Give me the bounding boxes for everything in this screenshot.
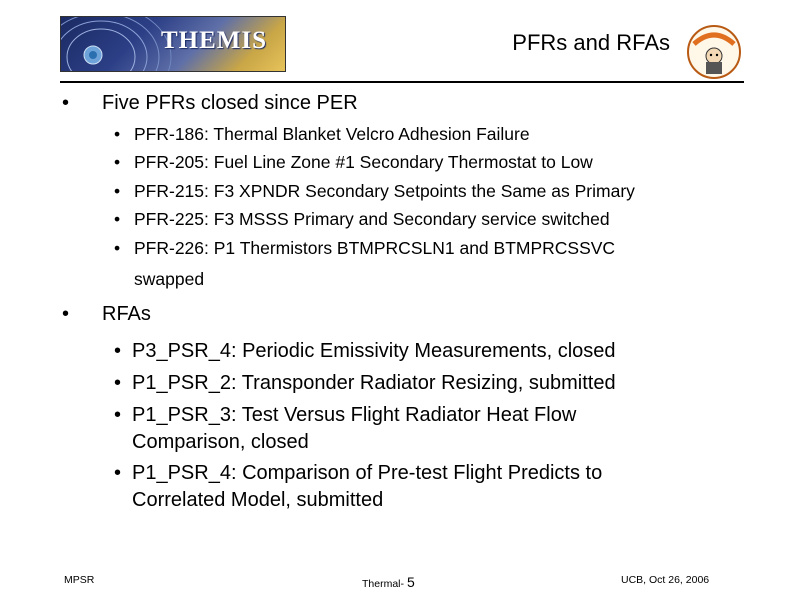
- page-title: PFRs and RFAs: [512, 30, 670, 55]
- bullet-icon: •: [114, 152, 121, 172]
- bullet-icon: •: [114, 372, 122, 394]
- pfr-item-text: PFR-226: P1 Thermistors BTMPRCSLN1 and BTMPRCSSVC: [134, 238, 616, 258]
- footer-center-label: Thermal-: [362, 578, 407, 590]
- pfr-item-text: PFR-205: Fuel Line Zone #1 Secondary Thermostat to Low: [134, 152, 593, 172]
- themis-mascot-icon: [686, 24, 742, 80]
- footer-left: MPSR: [64, 574, 95, 586]
- page-number: 5: [406, 574, 415, 590]
- bullet-icon: •: [114, 462, 122, 484]
- footer-center: [362, 574, 415, 590]
- rfa-item-text: P1_PSR_4: Comparison of Pre-test Flight Predicts to: [132, 462, 603, 484]
- rfa-item-text: P1_PSR_2: Transponder Radiator Resizing, submitted: [132, 372, 616, 394]
- bullet-icon: •: [114, 238, 121, 258]
- pfr-heading-text: Five PFRs closed since PER: [102, 92, 358, 114]
- bullet-icon: •: [62, 303, 70, 325]
- bullet-icon: •: [62, 92, 70, 114]
- rfa-item-continuation: Correlated Model, submitted: [132, 489, 384, 511]
- themis-banner-logo: [60, 16, 286, 72]
- pfr-item-text: PFR-225: F3 MSSS Primary and Secondary service switched: [134, 209, 610, 229]
- rfa-heading-text: RFAs: [102, 303, 151, 325]
- pfr-item-continuation: swapped: [134, 269, 205, 289]
- bullet-icon: •: [114, 124, 121, 144]
- pfr-item-text: PFR-186: Thermal Blanket Velcro Adhesion Failure: [134, 124, 530, 144]
- bullet-icon: •: [114, 340, 122, 362]
- rfa-item-text: P1_PSR_3: Test Versus Flight Radiator Heat Flow: [132, 404, 577, 426]
- footer-right: UCB, Oct 26, 2006: [621, 574, 710, 586]
- rfa-item-text: P3_PSR_4: Periodic Emissivity Measurements, closed: [132, 340, 616, 362]
- bullet-icon: •: [114, 181, 121, 201]
- bullet-icon: •: [114, 209, 121, 229]
- rfa-item-continuation: Comparison, closed: [132, 431, 309, 453]
- bullet-icon: •: [114, 404, 122, 426]
- header-divider: [60, 81, 744, 83]
- pfr-item-text: PFR-215: F3 XPNDR Secondary Setpoints the Same as Primary: [134, 181, 635, 201]
- banner-logo-text: THEMIS: [161, 27, 268, 54]
